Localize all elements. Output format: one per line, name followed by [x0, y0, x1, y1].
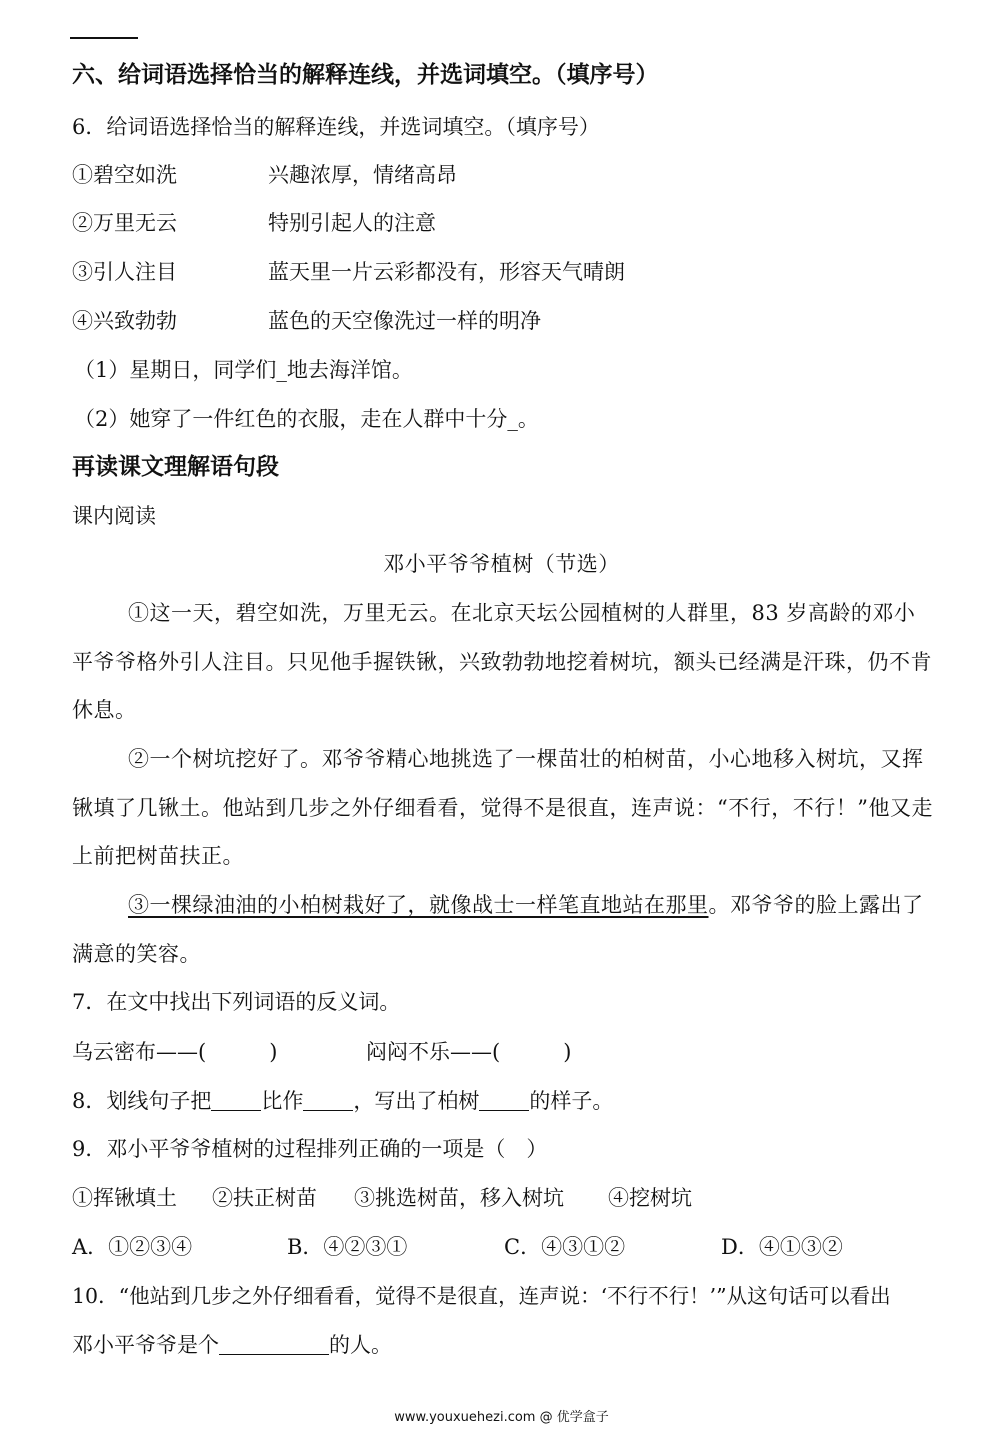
- reading-subheading: 课内阅读: [72, 504, 156, 528]
- q9-step-2: ②扶正树苗: [212, 1186, 317, 1210]
- match-def-1: 兴趣浓厚，情绪高昂: [268, 163, 457, 187]
- q9-option-a[interactable]: A．①②③④: [72, 1235, 193, 1259]
- q6-text: 6．给词语选择恰当的解释连线，并选词填空。（填序号）: [72, 115, 600, 139]
- section6-heading: 六、给词语选择恰当的解释连线，并选词填空。（填序号）: [72, 62, 659, 88]
- q7-item-2: 闷闷不乐——( ): [366, 1040, 572, 1064]
- match-def-4: 蓝色的天空像洗过一样的明净: [268, 309, 541, 333]
- match-word-2: ②万里无云: [72, 211, 177, 235]
- fill-sentence-1: （1）星期日，同学们_地去海洋馆。: [74, 358, 413, 382]
- passage-p2-line3: 上前把树苗扶正。: [72, 844, 244, 868]
- q9-step-1: ①挥锹填土: [72, 1186, 177, 1210]
- underlined-sentence: ③一棵绿油油的小柏树栽好了，就像战士一样笔直地站在那里: [128, 893, 709, 917]
- passage-p1-line1: ①这一天，碧空如洗，万里无云。在北京天坛公园植树的人群里，83 岁高龄的邓小: [128, 601, 916, 625]
- passage-title: 邓小平爷爷植树（节选）: [383, 552, 620, 576]
- q9-option-b[interactable]: B．④②③①: [287, 1235, 408, 1259]
- q7-text: 7．在文中找出下列词语的反义词。: [72, 990, 401, 1014]
- match-def-3: 蓝天里一片云彩都没有，形容天气晴朗: [268, 260, 625, 284]
- top-rule: [70, 37, 138, 39]
- q8-part4: 的样子。: [529, 1089, 614, 1113]
- match-word-3: ③引人注目: [72, 260, 177, 284]
- passage-p3-line1: [128, 890, 924, 920]
- passage-p3-line2: 满意的笑容。: [72, 942, 201, 966]
- q10-after: 的人。: [329, 1333, 392, 1357]
- q9-text: 9．邓小平爷爷植树的过程排列正确的一项是（ ）: [72, 1137, 548, 1161]
- reading-heading: 再读课文理解语句段: [72, 454, 279, 480]
- q7-item-1: 乌云密布——( ): [72, 1040, 278, 1064]
- q10-blank[interactable]: [219, 1332, 329, 1355]
- q8-part2: 比作: [261, 1089, 304, 1113]
- passage-p2-line2: 锹填了几锹土。他站到几步之外仔细看看，觉得不是很直，连声说：“不行，不行！”他又走: [72, 796, 933, 820]
- match-word-4: ④兴致勃勃: [72, 309, 177, 333]
- q9-option-c[interactable]: C．④③①②: [504, 1235, 626, 1259]
- match-def-2: 特别引起人的注意: [268, 211, 436, 235]
- q9-step-3: ③挑选树苗，移入树坑: [354, 1186, 564, 1210]
- q10-before: 邓小平爷爷是个: [72, 1333, 219, 1357]
- p3-rest: 。邓爷爷的脸上露出了: [708, 893, 924, 917]
- q10-line1: 10．“他站到几步之外仔细看看，觉得不是很直，连声说：‘不行不行！’”从这句话可以看出: [72, 1284, 891, 1308]
- q8-part3: ，写出了柏树: [353, 1089, 480, 1113]
- passage-p1-line2: 平爷爷格外引人注目。只见他手握铁锹，兴致勃勃地挖着树坑，额头已经满是汗珠，仍不肯: [72, 650, 932, 674]
- passage-p2-line1: ②一个树坑挖好了。邓爷爷精心地挑选了一棵苗壮的柏树苗，小心地移入树坑，又挥: [128, 747, 924, 771]
- footer-watermark: www.youxuehezi.com @ 优学盒子: [394, 1410, 609, 1425]
- q9-option-d[interactable]: D．④①③②: [721, 1235, 843, 1259]
- fill-sentence-2: （2）她穿了一件红色的衣服，走在人群中十分_。: [74, 407, 539, 431]
- q8-part1: 8．划线句子把: [72, 1089, 212, 1113]
- q8-blank-3[interactable]: [479, 1088, 529, 1111]
- match-word-1: ①碧空如洗: [72, 163, 177, 187]
- passage-p1-line3: 休息。: [72, 698, 137, 722]
- q8-blank-2[interactable]: [303, 1088, 353, 1111]
- q9-step-4: ④挖树坑: [608, 1186, 692, 1210]
- q8-text: [72, 1086, 613, 1116]
- q8-blank-1[interactable]: [211, 1088, 261, 1111]
- q10-line2: [72, 1330, 392, 1360]
